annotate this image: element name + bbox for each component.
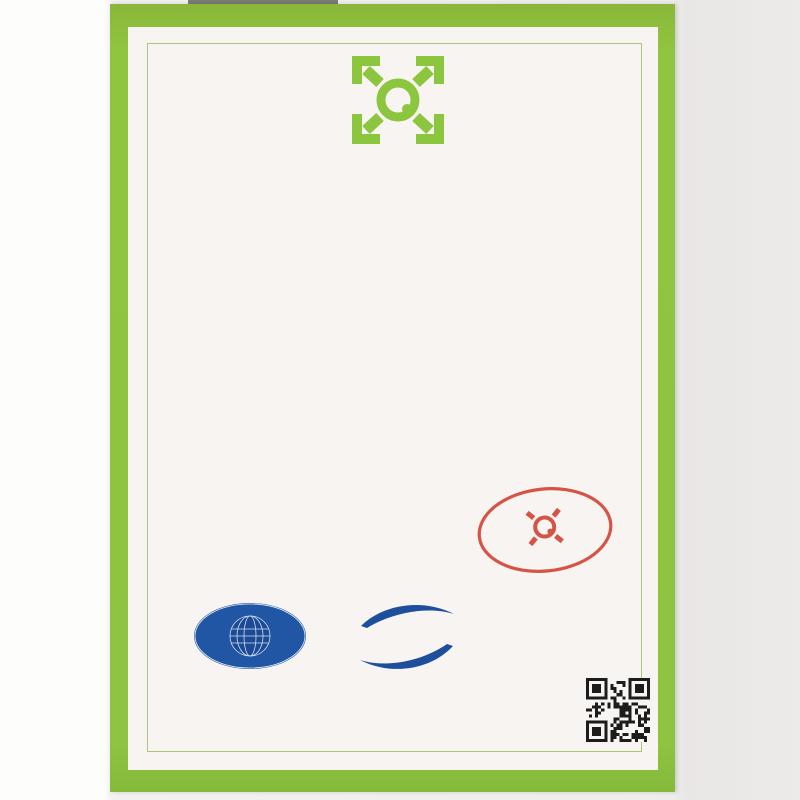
border-chevrons-top bbox=[141, 30, 645, 40]
issuer-stamp bbox=[472, 483, 618, 577]
certificate-panel bbox=[128, 27, 658, 770]
qr-code bbox=[586, 677, 650, 743]
certificate-page bbox=[110, 4, 675, 792]
cnas-logo bbox=[357, 600, 457, 674]
border-chevrons-left bbox=[134, 38, 143, 759]
representative-line bbox=[180, 558, 184, 578]
xqcc-emblem-icon bbox=[346, 52, 450, 148]
border-chevrons-bottom bbox=[141, 755, 645, 765]
cnas-swoosh-bottom bbox=[360, 644, 453, 669]
stamp-emblem-icon bbox=[527, 509, 562, 544]
iaf-logo bbox=[192, 601, 308, 671]
iaf-globe-icon bbox=[230, 616, 270, 656]
emblem-q-tail bbox=[402, 104, 412, 114]
border-chevrons-right bbox=[643, 38, 652, 759]
cnas-swoosh-top bbox=[361, 605, 454, 628]
